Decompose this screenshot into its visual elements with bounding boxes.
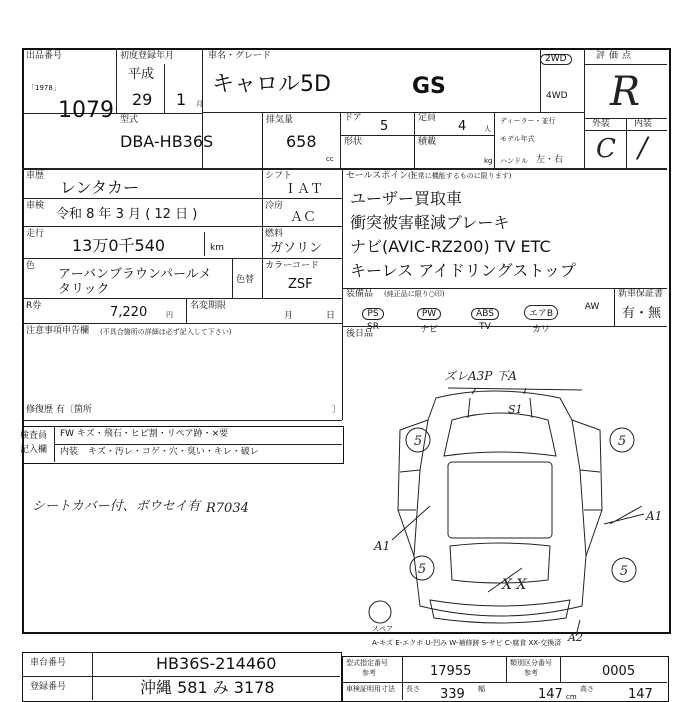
doors-label: ドア [344,113,362,123]
lot-number: 1079 [58,98,114,123]
car-name-label: 車名・グレード [208,51,272,61]
certificate-size-label: 車検証明用寸法 [346,685,395,693]
ac-value: ＡＣ [290,210,317,225]
color-value-line2: タリック [58,282,110,297]
class-value: 0005 [602,664,636,679]
handle-value: 左・右 [536,155,564,165]
chassis-label: 車台番号 [30,658,67,668]
model-code: DBA-HB36S [120,132,214,151]
after-items-label: 後日品 [346,329,374,339]
equipment-abs: ABS [471,308,499,320]
repair-label: 修復歴 有〔箇所 [26,405,92,415]
handwritten-note: シートカバー付、ボウセイ有 [32,499,201,514]
sales-label-sub: (正常に機能するものに限ります) [408,172,512,180]
first-reg-month: 1 [176,90,187,109]
cm-unit: cm [566,693,577,701]
sales-point: キーレス アイドリングストップ [350,261,576,280]
type-number-label: 型式指定番号 [346,659,388,667]
exterior-score: C [596,134,616,164]
fuel-label: 燃料 [265,229,284,239]
lot-label: 出品番号 [26,51,63,61]
damage-mark-a1-right: A1 [646,509,663,523]
color-label: 色 [26,261,36,271]
model-year-label: モデル年式 [500,135,535,143]
equipment-navi: ナビ [419,325,438,335]
sales-label: セールスポイント [346,171,418,181]
inspection-label: 車検 [26,201,45,211]
equipment-pw: PW [417,308,441,320]
dealer-label: ディーラー・並行 [500,117,556,125]
handle-label: ハンドル [500,157,528,165]
handwritten-note: ズレA3P 下A [444,369,517,383]
reference-label: 参考 [524,669,538,677]
name-change-label: 名変期限 [190,301,227,311]
spare-label: スペア [372,625,393,633]
capacity-label: 定員 [418,113,437,123]
recycle-label: R券 [26,301,42,311]
length-value: 339 [440,687,465,702]
history-label: 車歴 [26,171,45,181]
equipment-airbag: エアB [524,305,558,320]
car-grade: GS [412,74,446,99]
name-change-day: 日 [326,311,336,321]
fuel-value: ガソリン [270,241,323,256]
inspector-interior-prefix: 内装 [60,447,79,457]
color-change-label: 色替 [236,275,255,285]
mileage-label: 走行 [26,229,45,239]
name-change-month: 月 [284,311,294,321]
reference-label: 参考 [362,669,376,677]
color-code-value: ZSF [288,277,313,292]
inspector-label-2: 記入欄 [20,445,48,455]
equipment-leather: カワ [531,325,550,335]
damage-mark-xx: X X [502,577,527,593]
handwritten-note: R7034 [206,501,249,516]
first-reg-era: 平成 [128,67,155,82]
yen-unit: 円 [166,311,173,319]
color-value-line1: アーバンブラウンパールメ [58,267,212,282]
mileage-value: 13万0千540 [72,236,166,255]
score-label: 評価点 [596,51,636,61]
width-value: 147 [538,687,563,702]
recycle-value: 7,220 [110,305,148,320]
score-value: R [610,69,641,115]
repair-close: 〕 [332,405,342,415]
shift-value: ＩＡＴ [284,182,324,197]
displacement-label: 排気量 [266,115,294,125]
cc-unit: cc [326,155,334,163]
type-number-value: 17955 [430,664,472,679]
drive-2wd: 2WD [540,54,572,65]
class-label: 類別区分番号 [510,659,552,667]
capacity-unit: 人 [484,125,491,133]
drive-4wd: 4WD [546,91,568,101]
registration-label: 登録番号 [30,682,67,692]
height-value: 147 [628,687,653,702]
displacement-value: 658 [286,132,317,151]
equipment-label-sub: (純正品に限り○印) [384,290,445,298]
shift-label: シフト [265,171,293,181]
chassis-value: HB36S-214460 [156,654,277,673]
first-reg-year: 29 [132,90,153,109]
inspector-interior-items: キズ・汚レ・コゲ・穴・臭い・キレ・破レ [88,447,259,457]
warranty-value: 有・無 [622,306,662,321]
color-code-label: カラーコード [265,261,320,271]
equipment-ps: PS [362,308,383,320]
equipment-tv: TV [479,322,491,332]
tire-tread-5: 5 [619,564,629,579]
sales-point: ナビ(AVIC-RZ200) TV ETC [350,237,551,256]
damage-mark-s1: S1 [508,403,523,416]
lot-small-number: 「1978」 [28,84,60,92]
km-unit: km [210,243,224,253]
notes-label: 注意事項申告欄 [26,326,90,336]
car-name: キャロル5D [212,72,331,97]
shape-label: 形状 [344,137,363,147]
damage-mark-a1-left: A1 [374,539,391,553]
notes-subtext: (不具合箇所の詳細は必ず記入して下さい) [100,328,232,336]
load-unit: kg [484,157,493,165]
model-label: 型式 [120,115,139,125]
doors-value: 5 [380,119,389,134]
tire-tread-5: 5 [417,562,427,577]
length-label: 長さ [406,685,420,693]
equipment-sr: SR [367,322,379,332]
tire-tread-5: 5 [413,434,423,449]
damage-legend: A-キズ E-エクボ U-凹み W-補修跡 S-サビ C-腐食 XX-交換済 [372,639,562,647]
equipment-label: 装備品 [346,289,374,299]
first-reg-label: 初度登録年月 [120,51,175,61]
interior-label: 内装 [634,119,653,129]
exterior-label: 外装 [592,119,611,129]
warranty-label: 新車保証書 [618,289,664,299]
ac-label: 冷房 [265,201,284,211]
interior-score: / [638,131,648,164]
inspector-exterior-items: FW キズ・飛石・ヒビ割・リペア跡・×要 [60,429,229,439]
capacity-value: 4 [458,119,467,134]
inspector-label-1: 検査員 [20,431,48,441]
month-unit: 月 [196,100,203,108]
load-label: 積載 [418,137,437,147]
tire-tread-5: 5 [617,434,627,449]
inspection-value: 令和 8 年 3 月 ( 12 日 ) [56,207,198,222]
width-label: 幅 [478,685,485,693]
damage-mark-a2: A2 [568,631,583,644]
sales-point: ユーザー買取車 [350,189,463,208]
height-label: 高さ [580,685,594,693]
equipment-aw: AW [584,302,600,312]
history-value: レンタカー [60,178,139,197]
registration-value: 沖縄 581 み 3178 [140,678,275,697]
sales-point: 衝突被害軽減ブレーキ [350,213,510,232]
